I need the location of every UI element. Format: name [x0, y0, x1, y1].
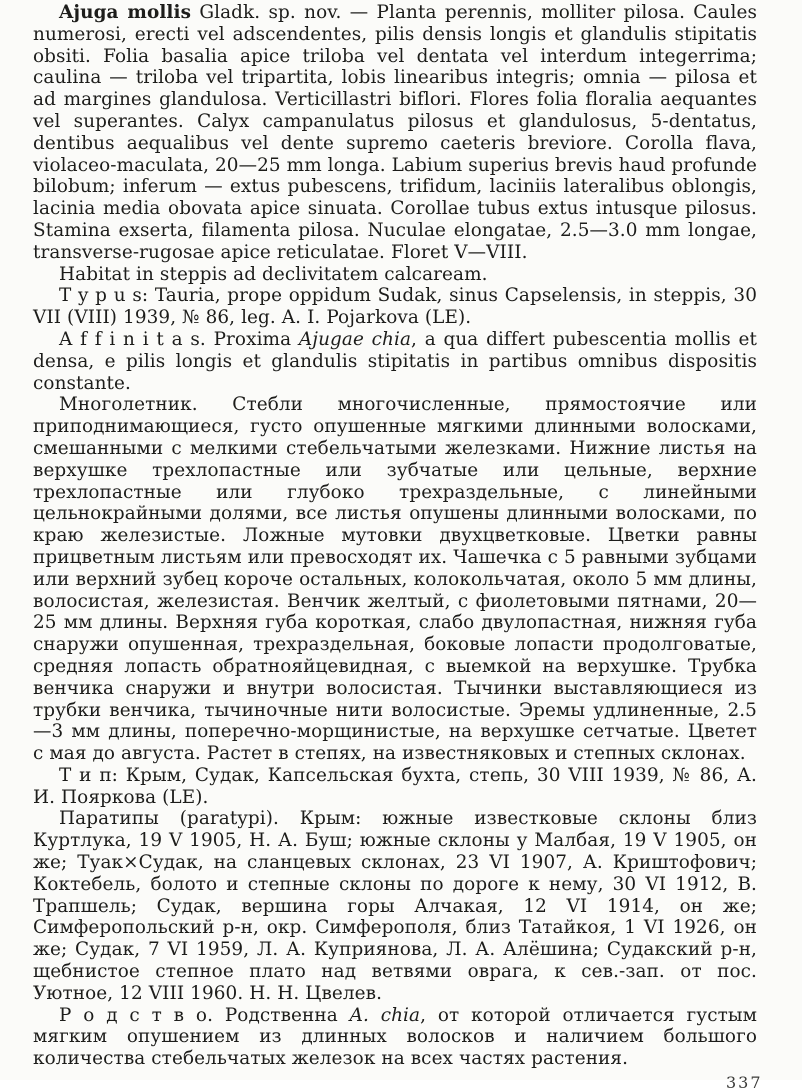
- text-run-normal: , от которой отличается густым мягким опушением из длинных волосков и наличием большого количества стебельчатых железок на всех частях растения.: [33, 1004, 758, 1070]
- text-run-bold: Ajuga mollis: [59, 2, 192, 23]
- text-run-normal: Многолетник. Стебли многочисленные, прямостоячие или приподнимающиеся, густо опушенные мягкими длинными волосками, смешанными с мелкими стебельчатыми железками. Нижние листья на верхушке трехлопастные или зубчатые или цельные, верхние трехлопастные или глубоко трехраздельные, с линейными цельнокрайными долями, все листья опушены длинными волосками, по краю железистые. Ложные мутовки двухцветковые. Цветки равны прицветным листьям или превосходят их. Чашечка с 5 равными зубцами или верхний зубец короче остальных, колокольчатая, около 5 мм длины, волосистая, железистая. Венчик желтый, с фиолетовыми пятнами, 20—25 мм длины. Верхняя губа короткая, слабо двулопастная, нижняя губа снаружи опушенная, трехраздельная, боковые лопасти продолговатые, средняя лопасть обратнояйцевидная, с выемкой на верхушке. Трубка венчика снаружи и внутри волосистая. Тычинки выставляющиеся из трубки венчика, тычиночные нити волосистые. Эремы удлиненные, 2.5—3 мм длины, поперечно-морщинистые, на верхушке сетчатые. Цветет с мая до августа. Растет в степях, на известняковых и степных склонах.: [33, 394, 757, 765]
- affinitas-latin: [33, 329, 757, 394]
- text-run-normal: T y p u s: Tauria, prope oppidum Sudak, sinus Capselensis, in steppis, 30 VII (VIII) 1939, № 86, leg. A. I. Pojarkova (LE).: [33, 285, 757, 329]
- text-block: [33, 2, 757, 1070]
- text-run-normal: A f f i n i t a s. Proxima: [59, 328, 299, 350]
- description-russian: [33, 394, 757, 765]
- text-run-italic: A. chia: [349, 1004, 421, 1026]
- type-russian: [33, 765, 757, 809]
- text-run-normal: Т и п: Крым, Судак, Капсельская бухта, степь, 30 VIII 1939, № 86, А. И. Пояркова (LE).: [33, 764, 757, 808]
- text-run-italic: Ajugae chia: [298, 328, 412, 350]
- text-run-normal: , a qua differt pubescentia mollis et densa, e pilis longis et glandulis stipitatis in partibus omnibus dispositis constante.: [33, 328, 757, 394]
- text-run-normal: Habitat in steppis ad declivitatem calcaream.: [59, 263, 488, 285]
- text-run-normal: Паратипы (paratypi). Крым: южные известковые склоны близ Куртлука, 19 V 1905, Н. А. Буш; южные склоны у Малбая, 19 V 1905, он же; Туак×Судак, на сланцевых склонах, 23 VI 1907, А. Криштофович; Коктебель, болото и степные склоны по дороге к нему, 30 VI 1912, В. Трапшель; Судак, вершина горы Алчакая, 12 VI 1914, он же; Симферопольский р-н, окр. Симферополя, близ Татайкоя, 1 VI 1926, он же; Судак, 7 VI 1959, Л. А. Куприянова, Л. А. Алёшина; Судакский р-н, щебнистое степное плато над ветвями оврага, к сев.-зап. от пос. Уютное, 12 VIII 1960. Н. Н. Цвелев.: [33, 808, 757, 1004]
- page-number-partial: [726, 1073, 768, 1092]
- text-run-normal: Gladk. sp. nov. — Planta perennis, molliter pilosa. Caules numerosi, erecti vel adscendentes, pilis densis longis et glandulis stipitatis obsiti. Folia basalia apice triloba vel dentata vel interdum integerrima; caulina — triloba vel tripartita, lobis linearibus integris; omnia — pilosa et ad margines glandulosa. Verticillastri biflori. Flores folia floralia aequantes vel superantes. Calyx campanulatus pilosus et glandulosus, 5-dentatus, dentibus aequalibus vel dente supremo caeteris breviore. Corolla flava, violaceo-maculata, 20—25 mm longa. Labium superius brevis haud profunde bilobum; inferum — extus pubescens, trifidum, laciniis lateralibus oblongis, lacinia media obovata apice sinuata. Corollae tubus extus intusque pilosus. Stamina exserta, filamenta pilosa. Nuculae elongatae, 2.5—3.0 mm longae, transverse-rugosae apice reticulatae. Floret V—VIII.: [33, 2, 757, 263]
- kinship-russian: [33, 1005, 757, 1070]
- paratypes-russian: [33, 808, 757, 1004]
- typus-latin: [33, 285, 757, 329]
- page-number-text: 337: [726, 1073, 763, 1092]
- species-diagnosis-latin: [33, 2, 757, 264]
- text-run-normal: Р о д с т в о. Родственна: [59, 1004, 350, 1026]
- habitat-latin: [33, 264, 757, 286]
